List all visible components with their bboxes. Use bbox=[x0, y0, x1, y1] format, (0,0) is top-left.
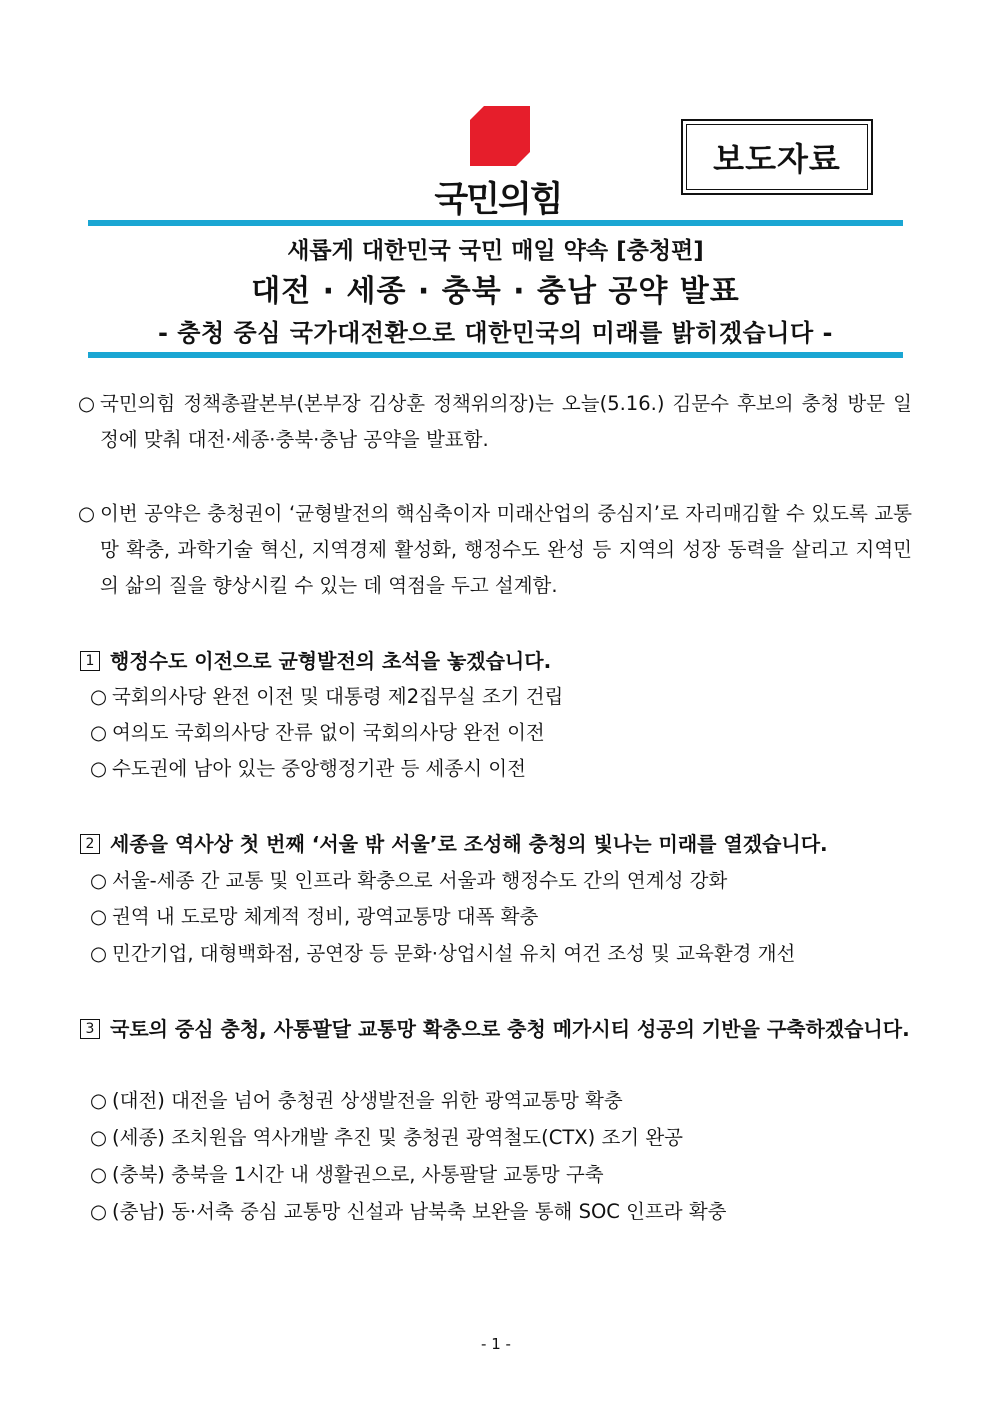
bullet-icon: ○ bbox=[90, 721, 108, 744]
list-item-text: 권역 내 도로망 체계적 정비, 광역교통망 대폭 확충 bbox=[112, 905, 539, 928]
list-item-text: 수도권에 남아 있는 중앙행정기관 등 세종시 이전 bbox=[112, 757, 526, 780]
bullet-icon: ○ bbox=[78, 392, 96, 415]
section-title: 행정수도 이전으로 균형발전의 초석을 놓겠습니다. bbox=[110, 649, 552, 673]
list-item-text: (충북) 충북을 1시간 내 생활권으로, 사통팔달 교통망 구축 bbox=[112, 1163, 604, 1186]
list-item bbox=[90, 1083, 623, 1119]
bullet-icon: ○ bbox=[90, 1089, 108, 1112]
headline-subtitle: - 충청 중심 국가대전환으로 대한민국의 미래를 밝히겠습니다 - bbox=[157, 319, 833, 347]
list-item bbox=[90, 1194, 727, 1230]
section-title: 국토의 중심 충청, 사통팔달 교통망 확충으로 충청 메가시티 성공의 기반을 구축하겠습니다. bbox=[110, 1017, 910, 1041]
list-item-text: (충남) 동·서축 중심 교통망 신설과 남북축 보완을 통해 SOC 인프라 확충 bbox=[112, 1200, 727, 1223]
section-heading-1 bbox=[80, 643, 914, 679]
list-item-text: (대전) 대전을 넘어 충청권 상생발전을 위한 광역교통망 확충 bbox=[112, 1089, 623, 1112]
headline-top-rule bbox=[88, 220, 903, 226]
bullet-icon: ○ bbox=[90, 905, 108, 928]
section-number-box: 2 bbox=[80, 834, 100, 854]
list-item bbox=[90, 1157, 604, 1193]
bullet-icon: ○ bbox=[90, 757, 108, 780]
bullet-icon: ○ bbox=[90, 1163, 108, 1186]
headline-title: 대전 · 세종 · 충북 · 충남 공약 발표 bbox=[251, 274, 740, 309]
list-item-text: 국회의사당 완전 이전 및 대통령 제2집무실 조기 건립 bbox=[112, 685, 564, 708]
party-logo-text: 국민의힘 bbox=[434, 180, 562, 220]
section-number-box: 1 bbox=[80, 651, 100, 671]
bullet-icon: ○ bbox=[90, 685, 108, 708]
intro-paragraph-text: 이번 공약은 충청권이 ‘균형발전의 핵심축이자 미래산업의 중심지’로 자리매김할 수 있도록 교통망 확충, 과학기술 혁신, 지역경제 활성화, 행정수도 완성 등 지역의 성장 동력을 살리고 지역민의 삶의 질을 향상시킬 수 있는 데 역점을 두고 설계함. bbox=[100, 502, 912, 597]
headline-bottom-rule bbox=[88, 352, 903, 358]
list-item bbox=[90, 899, 538, 935]
list-item bbox=[90, 715, 545, 751]
list-item-text: 여의도 국회의사당 잔류 없이 국회의사당 완전 이전 bbox=[112, 721, 545, 744]
page-number: - 1 - bbox=[481, 1335, 511, 1353]
party-logo-mark-icon bbox=[470, 106, 530, 166]
list-item-text: 서울-세종 간 교통 및 인프라 확충으로 서울과 행정수도 간의 연계성 강화 bbox=[112, 869, 728, 892]
bullet-icon: ○ bbox=[90, 1126, 108, 1149]
bullet-icon: ○ bbox=[90, 942, 108, 965]
section-heading-3 bbox=[80, 1011, 914, 1047]
intro-paragraph bbox=[78, 386, 912, 458]
bullet-icon: ○ bbox=[90, 869, 108, 892]
section-heading-2 bbox=[80, 826, 914, 862]
press-release-label: 보도자료 bbox=[686, 124, 868, 190]
headline-series: 새롭게 대한민국 국민 매일 약속 [충청편] bbox=[287, 238, 704, 264]
list-item bbox=[90, 679, 563, 715]
press-release-label-box bbox=[681, 119, 873, 195]
list-item-text: (세종) 조치원읍 역사개발 추진 및 충청권 광역철도(CTX) 조기 완공 bbox=[112, 1126, 683, 1149]
section-title: 세종을 역사상 첫 번째 ‘서울 밖 서울’로 조성해 충청의 빛나는 미래를 열겠습니다. bbox=[110, 832, 828, 856]
bullet-icon: ○ bbox=[78, 502, 96, 525]
bullet-icon: ○ bbox=[90, 1200, 108, 1223]
section-number-box: 3 bbox=[80, 1019, 100, 1039]
intro-paragraph bbox=[78, 496, 912, 604]
list-item-text: 민간기업, 대형백화점, 공연장 등 문화·상업시설 유치 여건 조성 및 교육환경 개선 bbox=[112, 942, 796, 965]
intro-paragraph-text: 국민의힘 정책총괄본부(본부장 김상훈 정책위의장)는 오늘(5.16.) 김문수 후보의 충청 방문 일정에 맞춰 대전·세종·충북·충남 공약을 발표함. bbox=[100, 392, 912, 451]
list-item bbox=[90, 751, 526, 787]
list-item bbox=[90, 863, 727, 899]
list-item bbox=[90, 936, 795, 972]
list-item bbox=[90, 1120, 683, 1156]
